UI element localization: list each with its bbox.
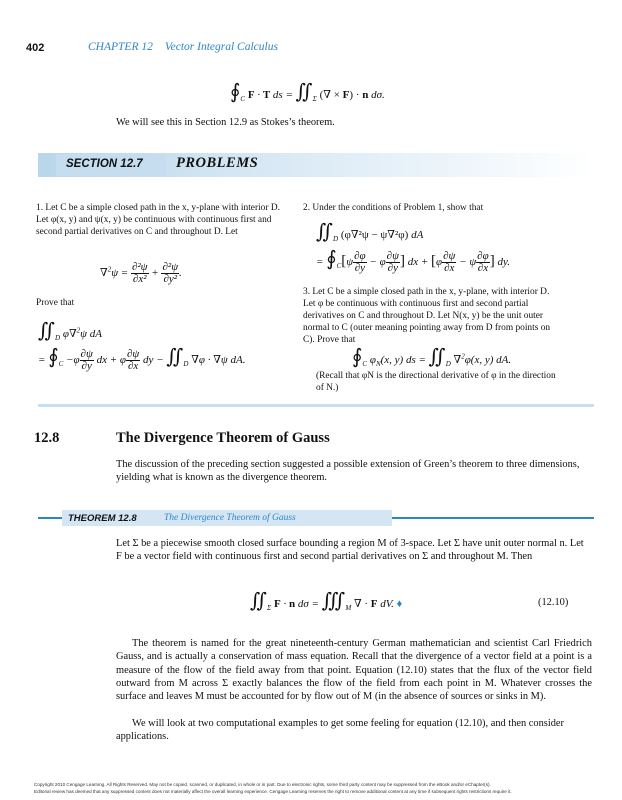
problem-2-integral-rhs: = $∮_C[\psi$ $\frac{\partial\varphi}{\partial y}$ − φ $\frac{\partial\psi}{\partial y}$ ] dx + [φ $\frac{\partial\psi}{\partial x}$ − ψ $\frac{\partial\varphi}{\partial x}$ ] dy. [316,248,510,274]
theorem-text: Let Σ be a piecewise smooth closed surface bounding a region M of 3-space. Let Σ have unit outer normal n. Let F be a vector field with continuous first and second partial derivatives on Σ and throughout M. Then [116,538,584,563]
stokes-sentence: We will see this in Section 12.9 as Stokes’s theorem. [116,117,335,128]
problem-1-text: 1. Let C be a simple closed path in the x, y-plane with interior D. Let φ(x, y) and ψ(x, y) be continuous with continuous first and second partial derivatives on C and throughout D. Let [36,203,280,237]
problem-1-integral-lhs: $∬_D$ φ∇$^2$ψ dA [38,320,102,343]
theorem-title: The Divergence Theorem of Gauss [164,513,296,523]
divergence-equation: $∬_\Sigma$ F · n $d\sigma = ∭_M$ ∇ · F dV. ♦ [250,590,403,613]
problem-1-integral-rhs: = $∮_C -\varphi$ $\frac{\partial\psi}{\partial y}$ dx + φ $\frac{\partial\psi}{\partial x}$ dy − $∬_D$ ∇φ · ∇ψ dA. [38,346,246,372]
problem-3-integral: $∮_C$ $\varphi_N(x$, y) ds = $∬_D$ ∇$^2$φ(x, y) dA. [352,346,512,369]
problem-1-laplacian: ∇$^2$ψ = $\frac{\text{∂²ψ}}{\text{∂x²}}$ + $\frac{\text{∂²ψ}}{\text{∂y²}}$ . [100,261,182,285]
problem-2-integral-lhs: $∬_D$ (φ∇²ψ − ψ∇²φ) dA [316,221,424,244]
section-intro: The discussion of the preceding section suggested a possible extension of Green’s theorem to three dimensions, yielding what is known as the divergence theorem. [116,459,580,484]
section-number: 12.8 [34,430,60,446]
theorem-label: THEOREM 12.8 [68,513,137,524]
end-of-theorem-icon: ♦ [396,598,403,610]
equation-number: (12.10) [538,597,569,608]
section-heading: The Divergence Theorem of Gauss [116,430,330,446]
running-header [88,41,278,53]
chapter-label: CHAPTER 12 [88,41,153,53]
section-title: PROBLEMS [176,155,259,171]
section-label: SECTION 12.7 [66,158,143,170]
body-paragraph-1: The theorem is named for the great nineteenth-century German mathematician and scientist Carl Friedrich Gauss, and is actually a conservation of mass equation. Recall that the divergence of a vector field at a point is a measure of the flow of the field away from that point. Equation (12.10) states that the flux of the vector field outward from M across Σ exactly balances the flow of the field from each point in M. Whatever crosses the surface and leaves M must be accounted for by flow out of M (in the absence of sources or sinks in M). [116,638,592,703]
copyright-line-2: Editorial review has deemed that any suppressed content does not materially affect the overall learning experience. Cengage Learning reserves the right to remove additional content at any time if subsequent rights restrictions require it. [34,789,512,794]
problem-3-recall: (Recall that φN is the directional derivative of φ in the direction of N.) [316,371,556,393]
problem-2-text: 2. Under the conditions of Problem 1, show that [303,203,484,213]
stokes-equation: $∮_C$ F · T ds = $∬_\Sigma$ (∇ × F) · n dσ. [230,81,385,104]
section-divider [38,404,594,407]
chapter-title: Vector Integral Calculus [164,41,278,53]
page-number: 402 [26,42,45,54]
problem-1-prove: Prove that [36,298,75,308]
problem-3-text: 3. Let C be a simple closed path in the x, y-plane, with interior D. Let φ be continuous with continuous first and second partial derivatives on C and throughout D. Let N(x, y) be the unit outer normal to C (outer meaning pointing away from D from points on C). Prove that [303,287,551,345]
copyright-line-1: Copyright 2010 Cengage Learning. All Rights Reserved. May not be copied, scanned, or duplicated, in whole or in part. Due to electronic rights, some third party content may be suppressed from the eBook and/or eChapter(s). [34,782,491,787]
body-paragraph-2: We will look at two computational examples to get some feeling for equation (12.10), and then consider applications. [116,718,564,743]
